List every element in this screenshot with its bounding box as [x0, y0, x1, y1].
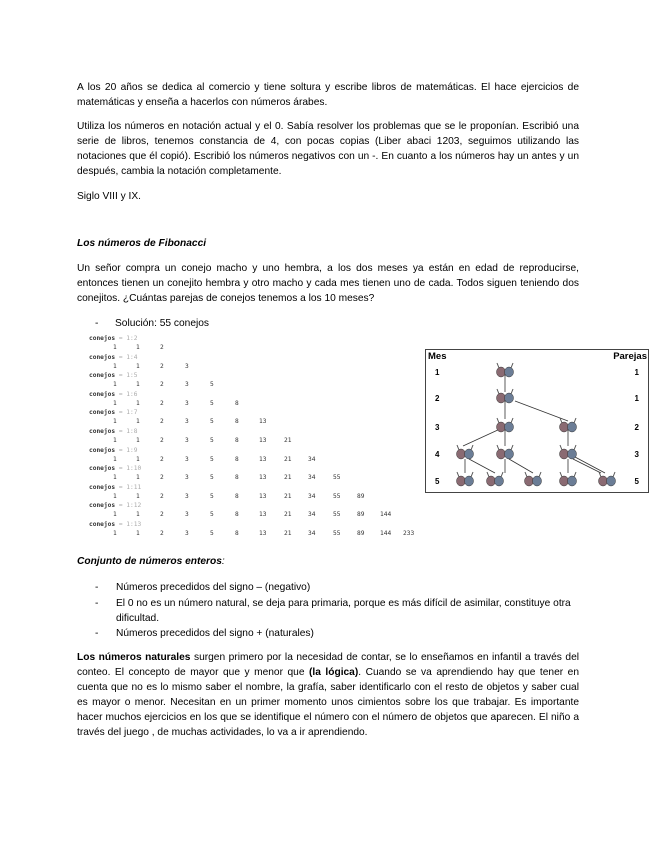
fib-value: 5: [210, 381, 214, 389]
fib-row-values: [89, 400, 419, 409]
solution-text: Solución: 55 conejos: [115, 318, 210, 329]
fib-value: 8: [235, 418, 239, 426]
fib-label-word: conejos: [89, 372, 119, 380]
fib-value: 55: [333, 511, 341, 519]
fib-value: 3: [185, 362, 189, 370]
fib-value: 3: [185, 418, 189, 426]
fib-value: 1: [113, 399, 117, 407]
fib-row-label: [89, 354, 137, 363]
rabbit-male-icon: [465, 449, 474, 459]
fib-value: 8: [235, 511, 239, 519]
fib-value: 21: [284, 455, 292, 463]
rabbit-female-icon: [560, 422, 569, 432]
naturales-text-1: surgen primero por la necesidad de contar, se lo enseñamos en infantil a través del conteo. El concepto de mayor que y menor que: [77, 652, 580, 678]
rabbit-female-icon: [497, 449, 506, 459]
fib-value: 5: [210, 492, 214, 500]
paragraph-century: Siglo VIII y IX.: [77, 191, 141, 202]
rabbit-pairs-diagram: [425, 349, 649, 493]
fib-value: 8: [235, 530, 239, 537]
fib-value: 1: [136, 381, 140, 389]
fib-value: 5: [210, 418, 214, 426]
rabbit-male-icon: [568, 476, 577, 486]
fib-label-range: = 1:9: [118, 446, 138, 454]
fib-value: 1: [136, 362, 140, 370]
fib-value: 13: [259, 492, 267, 500]
fib-value: 233: [403, 530, 415, 537]
parejas-header: Parejas: [613, 351, 647, 362]
enteros-bullet-1: [95, 580, 585, 595]
paragraph-notation: Utiliza los números en notación actual y el 0. Sabía resolver los problemas que se le proponían. Escribió una serie de libros, tenemos constancia de 4, con pocas copias (Liber abaci 1203, seguimos utilizando las notaciones que él copió). Escribió los números negativos con un -. En cuanto a los números hay un antes y un después, cambia la notación completamente.: [77, 121, 579, 177]
fib-value: 1: [136, 530, 140, 537]
fib-value: 1: [136, 492, 140, 500]
fib-value: 2: [160, 437, 164, 444]
fib-value: 1: [113, 530, 117, 537]
fib-value: 2: [160, 530, 164, 537]
pair-count: 1: [634, 368, 639, 377]
mes-header: Mes: [428, 351, 447, 362]
pair-count: 5: [634, 477, 639, 486]
fib-label-range: = 1:7: [118, 409, 138, 417]
fib-value: 34: [308, 492, 316, 500]
paragraph-naturales: [77, 650, 579, 740]
fib-label-range: = 1:6: [118, 390, 138, 398]
fib-label-range: = 1:10: [118, 465, 142, 473]
rabbit-female-icon: [525, 476, 534, 486]
bullet-text: Números precedidos del signo – (negativo): [116, 582, 311, 593]
fib-label-word: conejos: [89, 409, 119, 417]
fib-row-label: [89, 391, 137, 400]
fibonacci-problem: Un señor compra un conejo macho y uno hembra, a los dos meses ya están en edad de reproducirse, entonces tienen un conejito hembra y otro macho y cada mes tienen uno de cada. Todos siguen teniendo dos conejitos. ¿Cuántas parejas de conejos tenemos a los 10 meses?: [77, 263, 579, 304]
fib-value: 2: [160, 362, 164, 370]
rabbit-male-icon: [505, 422, 514, 432]
bullet-dash: -: [95, 318, 99, 329]
fib-value: 2: [160, 511, 164, 519]
rabbit-female-icon: [497, 367, 506, 377]
fib-row-values: [89, 456, 419, 465]
fib-row-label: [89, 372, 137, 381]
fib-label-word: conejos: [89, 465, 119, 473]
fib-value: 21: [284, 492, 292, 500]
rabbit-male-icon: [495, 476, 504, 486]
fib-value: 13: [259, 530, 267, 537]
fib-value: 13: [259, 418, 267, 426]
rabbit-female-icon: [497, 422, 506, 432]
pair-count: 1: [634, 394, 639, 403]
fib-row-values: [89, 437, 419, 446]
fib-label-range: = 1:5: [118, 372, 138, 380]
fib-value: 8: [235, 399, 239, 407]
fib-row-values: [89, 418, 419, 427]
fib-label-word: conejos: [89, 446, 119, 454]
fib-value: 34: [308, 474, 316, 482]
fib-value: 1: [136, 474, 140, 482]
rabbit-male-icon: [568, 449, 577, 459]
fib-row-label: [89, 465, 141, 474]
rabbit-female-icon: [457, 449, 466, 459]
fib-value: 5: [210, 399, 214, 407]
fib-value: 2: [160, 399, 164, 407]
fib-value: 34: [308, 455, 316, 463]
fib-value: 5: [210, 455, 214, 463]
fib-row-label: [89, 484, 141, 493]
fib-value: 13: [259, 474, 267, 482]
fibonacci-table: [89, 335, 419, 540]
bullet-dash: -: [95, 598, 99, 609]
enteros-bullet-2: [95, 596, 585, 626]
fib-row-label: [89, 447, 137, 456]
fib-value: 1: [113, 362, 117, 370]
fib-label-range: = 1:11: [118, 483, 142, 491]
fib-value: 3: [185, 511, 189, 519]
fib-value: 1: [113, 492, 117, 500]
rabbit-female-icon: [497, 393, 506, 403]
fib-value: 1: [113, 381, 117, 389]
fib-value: 21: [284, 511, 292, 519]
fib-value: 1: [136, 418, 140, 426]
fib-label-range: = 1:2: [118, 335, 138, 342]
fib-value: 2: [160, 492, 164, 500]
fib-value: 1: [113, 511, 117, 519]
enteros-heading: [77, 556, 225, 567]
month-label: 2: [435, 394, 440, 403]
fib-label-word: conejos: [89, 353, 119, 361]
fib-value: 3: [185, 530, 189, 537]
fib-value: 2: [160, 474, 164, 482]
fib-value: 3: [185, 399, 189, 407]
bullet-dash: -: [95, 628, 99, 639]
fib-value: 5: [210, 437, 214, 444]
fib-row-label: [89, 335, 137, 344]
fib-label-range: = 1:12: [118, 502, 142, 510]
fib-label-word: conejos: [89, 502, 119, 510]
fib-value: 21: [284, 474, 292, 482]
fib-value: 3: [185, 437, 189, 444]
rabbit-female-icon: [599, 476, 608, 486]
fib-label-word: conejos: [89, 428, 119, 435]
fib-value: 55: [333, 492, 341, 500]
fib-value: 2: [160, 455, 164, 463]
fib-value: 5: [210, 474, 214, 482]
bullet-dash: -: [95, 582, 99, 593]
month-label: 1: [435, 368, 440, 377]
rabbit-male-icon: [568, 422, 577, 432]
rabbit-male-icon: [505, 367, 514, 377]
fib-value: 8: [235, 437, 239, 444]
rabbit-male-icon: [505, 393, 514, 403]
fib-value: 3: [185, 381, 189, 389]
fib-value: 1: [113, 344, 117, 351]
fib-value: 55: [333, 474, 341, 482]
enteros-heading-colon: :: [221, 556, 225, 567]
fib-value: 1: [136, 455, 140, 463]
naturales-bold-lead: Los números naturales: [77, 652, 191, 663]
month-label: 3: [435, 423, 440, 432]
fib-row-label: [89, 409, 137, 418]
rabbit-female-icon: [560, 449, 569, 459]
fib-value: 144: [380, 511, 392, 519]
fib-value: 3: [185, 455, 189, 463]
fib-value: 13: [259, 455, 267, 463]
fib-value: 1: [113, 455, 117, 463]
fib-row-values: [89, 474, 419, 483]
fib-value: 8: [235, 455, 239, 463]
fib-value: 13: [259, 437, 267, 444]
fib-row-label: [89, 521, 141, 530]
fib-value: 21: [284, 530, 292, 537]
fib-value: 1: [113, 474, 117, 482]
fib-value: 5: [210, 530, 214, 537]
enteros-bullet-3: [95, 626, 585, 641]
rabbit-male-icon: [465, 476, 474, 486]
fib-value: 1: [113, 437, 117, 444]
fib-row-values: [89, 363, 419, 372]
fib-label-range: = 1:4: [118, 353, 138, 361]
fib-value: 1: [113, 418, 117, 426]
fib-label-word: conejos: [89, 335, 119, 342]
rabbit-female-icon: [457, 476, 466, 486]
fib-row-values: [89, 344, 419, 353]
fib-value: 1: [136, 399, 140, 407]
fib-value: 89: [357, 511, 365, 519]
month-label: 4: [435, 450, 440, 459]
fib-value: 2: [160, 418, 164, 426]
fib-row-values: [89, 381, 419, 390]
fib-value: 34: [308, 530, 316, 537]
fib-value: 89: [357, 492, 365, 500]
fib-value: 5: [210, 511, 214, 519]
fib-label-word: conejos: [89, 521, 119, 528]
fib-row-values: [89, 530, 419, 539]
enteros-heading-text: Conjunto de números enteros: [77, 556, 222, 567]
fib-value: 55: [333, 530, 341, 537]
fib-value: 1: [136, 511, 140, 519]
fib-value: 2: [160, 381, 164, 389]
fib-label-range: = 1:13: [118, 521, 142, 528]
fib-value: 34: [308, 511, 316, 519]
fib-value: 1: [136, 344, 140, 351]
fib-row-values: [89, 493, 419, 502]
month-label: 5: [435, 477, 440, 486]
fib-value: 21: [284, 437, 292, 444]
naturales-bold-logica: (la lógica): [309, 667, 359, 678]
rabbit-female-icon: [487, 476, 496, 486]
naturales-text-2: . Cuando se va aprendiendo hay que tener en cuenta que no es lo mismo saber el nombre, la grafía, saber identificarlo con el resto de objetos y saber cual es mayor o menor. Necesitan en un primer momento unos cimientos sobre los que trabajar. Es importante hacer muchos ejercicios en los que se identifique el número con el número de objetos que aparecen. El niño a través del juego , de muchas actividades, lo va a ir aprendiendo.: [77, 667, 579, 738]
fib-value: 1: [136, 437, 140, 444]
fib-label-range: = 1:8: [118, 428, 138, 435]
fib-label-word: conejos: [89, 483, 119, 491]
fibonacci-heading: Los números de Fibonacci: [77, 238, 207, 249]
fib-label-word: conejos: [89, 390, 119, 398]
fib-value: 3: [185, 474, 189, 482]
fib-value: 13: [259, 511, 267, 519]
fib-value: 2: [160, 344, 164, 351]
rabbit-female-icon: [560, 476, 569, 486]
pair-count: 3: [634, 450, 639, 459]
fib-row-label: [89, 502, 141, 511]
fib-row-label: [89, 428, 137, 437]
rabbit-male-icon: [607, 476, 616, 486]
fib-value: 89: [357, 530, 365, 537]
fib-value: 144: [380, 530, 392, 537]
rabbit-male-icon: [533, 476, 542, 486]
paragraph-intro: A los 20 años se dedica al comercio y tiene soltura y escribe libros de matemáticas. El hace ejercicios de matemáticas y enseña a hacerlos con números árabes.: [77, 82, 579, 108]
pair-count: 2: [634, 423, 639, 432]
bullet-text: El 0 no es un número natural, se deja para primaria, porque es más difícil de asimilar, constituye otra dificultad.: [116, 598, 571, 624]
fib-value: 8: [235, 492, 239, 500]
fib-value: 8: [235, 474, 239, 482]
rabbit-male-icon: [505, 449, 514, 459]
bullet-text: Números precedidos del signo + (naturales): [116, 628, 314, 639]
fib-value: 3: [185, 492, 189, 500]
fib-row-values: [89, 511, 419, 520]
